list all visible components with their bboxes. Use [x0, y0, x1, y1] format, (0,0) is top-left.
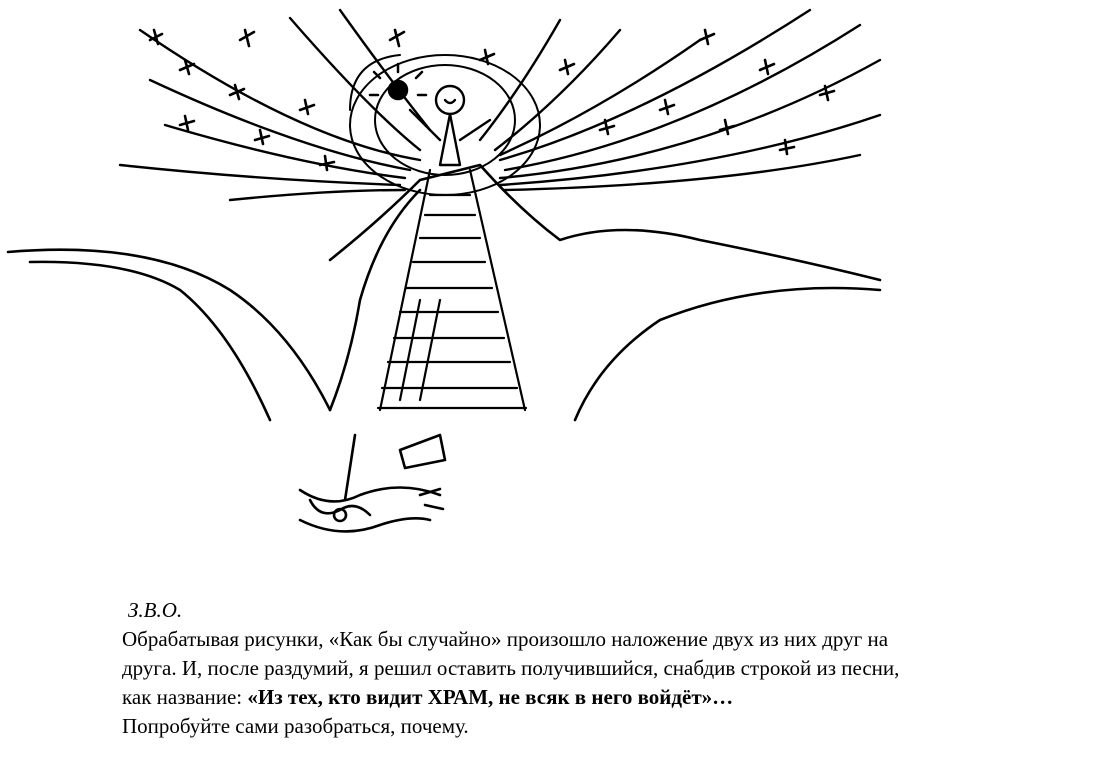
caption — [122, 596, 1082, 741]
caption-line-3 — [122, 683, 1082, 712]
stairway — [378, 170, 526, 410]
song-title: «Из тех, кто видит ХРАМ, не всяк в него войдёт»… — [247, 685, 734, 709]
caption-line-1: Обрабатывая рисунки, «Как бы случайно» произошло наложение двух из них друг на — [122, 627, 889, 651]
sky-arcs — [120, 10, 880, 200]
figure — [410, 86, 490, 165]
wreckage — [300, 435, 445, 531]
caption-line-3-prefix: как название: — [122, 685, 248, 709]
caption-line-2: друга. И, после раздумий, я решил оставить получившийся, снабдив строкой из песни, — [122, 656, 900, 680]
caption-line-4: Попробуйте сами разобраться, почему. — [122, 714, 469, 738]
mountain — [8, 165, 880, 420]
author-initials: З.В.О. — [128, 598, 183, 622]
